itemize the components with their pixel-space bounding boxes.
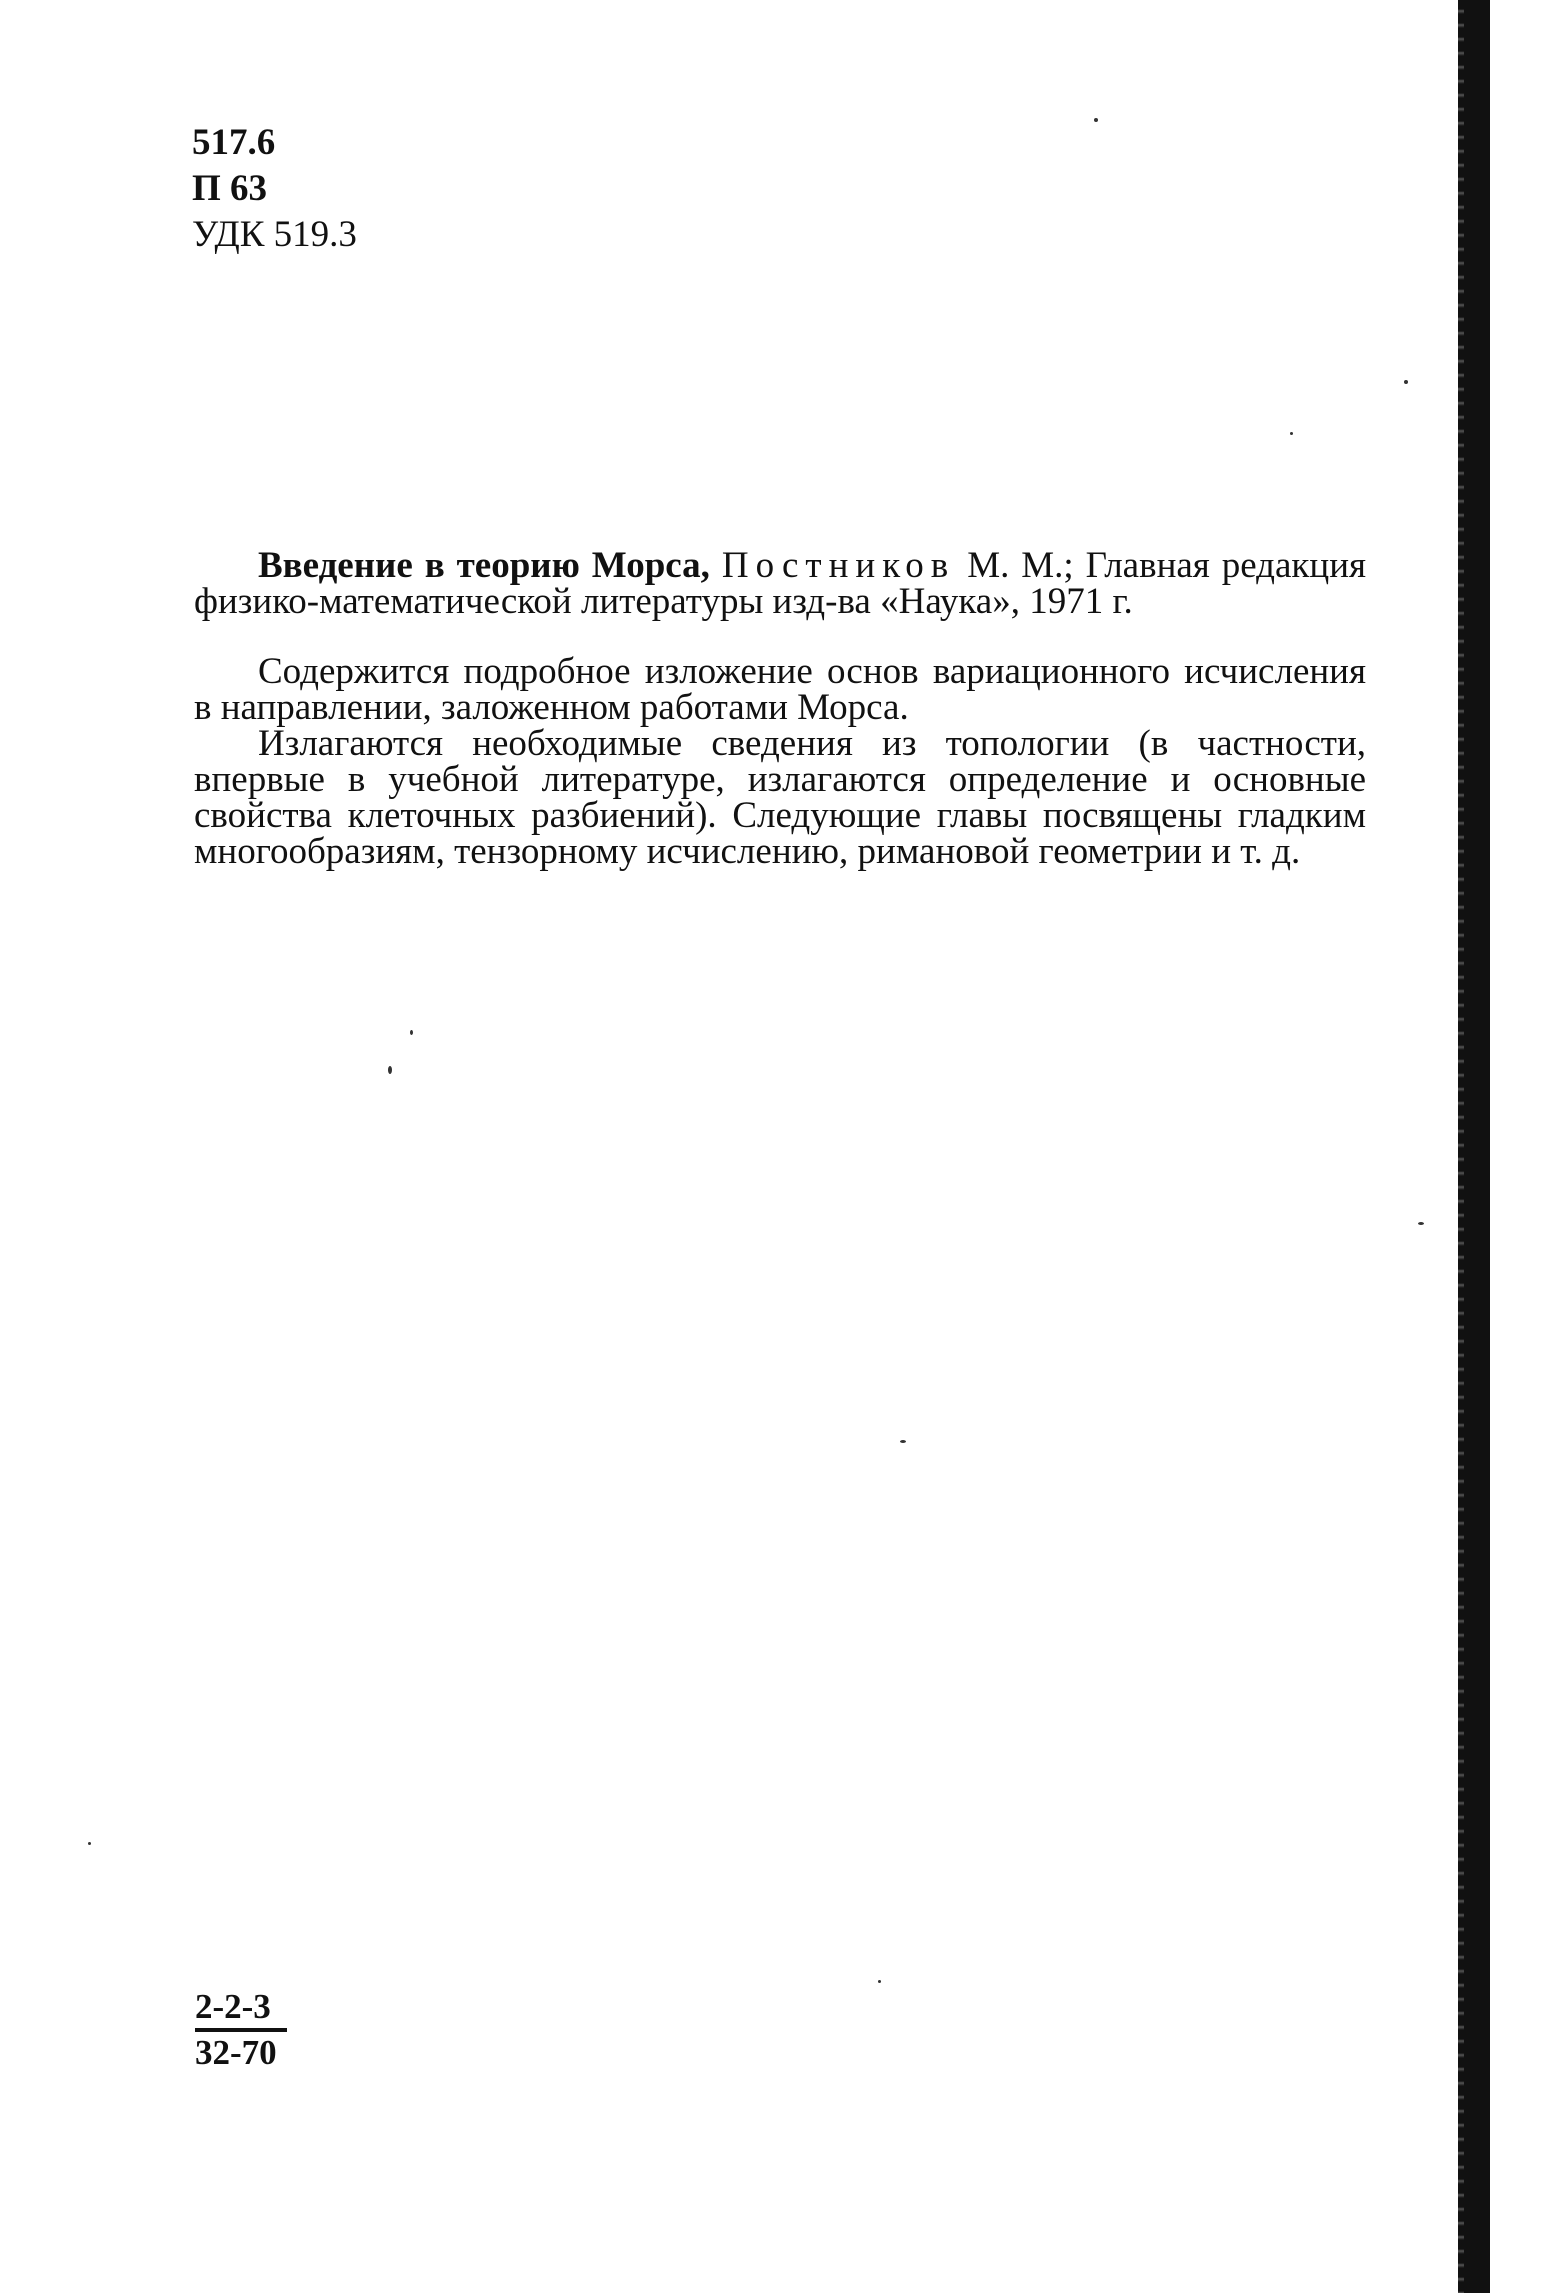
bibliographic-entry [194,545,1367,622]
scan-speck [1418,1222,1424,1225]
author-mark: П 63 [192,168,268,209]
scan-edge-shadow [1462,0,1490,2293]
scan-speck [1094,118,1098,122]
scan-speck [388,1066,392,1074]
classification-code: 517.6 [192,122,276,163]
scan-speck [878,1980,881,1983]
catalog-fraction [195,1988,287,2072]
udc-code: УДК 519.3 [192,214,357,255]
abstract-block [194,545,1367,872]
abstract-paragraph-1: Содержится подробное изложение основ вариационного исчисления в направлении, заложенном работами Морса. [194,651,1366,728]
scan-speck [1290,432,1293,435]
catalog-numerator: 2-2-3 [195,1988,287,2032]
author-name: Постников [721,545,956,586]
paragraph-spacer [258,620,1366,654]
author-initials: М. М.; [967,545,1074,586]
catalog-denominator: 32-70 [195,2033,277,2072]
scan-speck [900,1440,906,1443]
scan-speck [1404,380,1408,384]
abstract-paragraph-2: Излагаются необходимые сведения из топологии (в частности, впервые в учебной литературе, излагаются определение и основные свойства клеточных разбиений). Следующие главы посвящены гладким многообразиям, тензорному исчислению, римановой геометрии и т. д. [194,723,1366,872]
scan-speck [88,1842,91,1845]
book-title: Введение в теорию Морса, [258,545,710,586]
classification-block [192,120,357,258]
publisher-text: Главная редакция физико-математической литературы изд-ва «Наука», 1971 г. [194,545,1367,622]
scan-speck [410,1030,413,1035]
